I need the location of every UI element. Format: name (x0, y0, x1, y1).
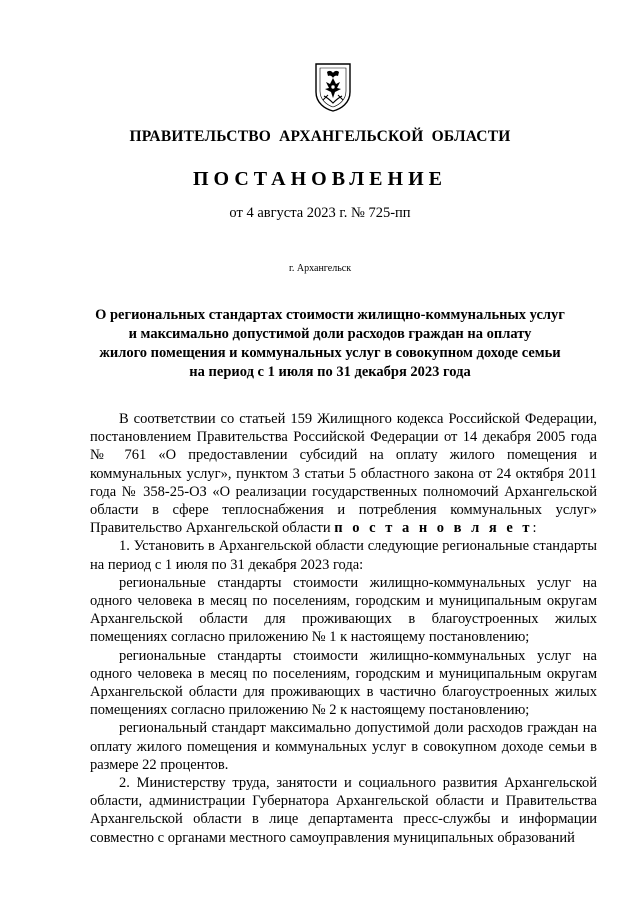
document-date-number: от 4 августа 2023 г. № 725-пп (229, 205, 411, 221)
preamble-paragraph (90, 410, 597, 537)
document-title (80, 306, 580, 382)
government-name: ПРАВИТЕЛЬСТВО АРХАНГЕЛЬСКОЙ ОБЛАСТИ (129, 128, 511, 145)
item-2-paragraph: 2. Министерству труда, занятости и социального развития Архангельской области, администрации Губернатора Архангельской области и Правительства Архангельской области в лице департамента пресс-службы и информации совместно с органами местного самоуправления муниципальных образований (90, 775, 597, 846)
item-1-c-paragraph: региональный стандарт максимально допустимой доли расходов граждан на оплату жилого помещения и коммунальных услуг в совокупном доходе семьи в размере 22 процентов. (90, 720, 597, 773)
decree-colon: : (532, 520, 537, 537)
document-body (90, 410, 597, 847)
decree-word: п о с т а н о в л я е т (334, 520, 533, 537)
preamble-text: В соответствии со статьей 159 Жилищного кодекса Российской Федерации, постановлением Правительства Российской Федерации от 14 декабря 2005 года № 761 «О предоставлении субсидий на оплату жилого помещения и коммунальных услуг», пунктом 3 статьи 5 областного закона от 24 октября 2011 года № 358-25-ОЗ «О реализации государственных полномочий Архангельской области в сфере теплоснабжения и потребления коммунальных услуг» Правительство Архангельской области (90, 411, 597, 537)
city-name: г. Архангельск (288, 263, 352, 274)
item-1-a-paragraph: региональные стандарты стоимости жилищно-коммунальных услуг на одного человека в месяц по поселениям, городским и муниципальным округам Архангельской области для проживающих в благоустроенных жилых помещениях согласно приложению № 1 к настоящему постановлению; (90, 574, 597, 646)
item-1-paragraph: 1. Установить в Архангельской области следующие региональные стандарты на период с 1 июля по 31 декабря 2023 года: (90, 538, 597, 573)
coat-of-arms-icon (314, 62, 352, 112)
item-1-b-paragraph: региональные стандарты стоимости жилищно-коммунальных услуг на одного человека в месяц по поселениям, городским и муниципальным округам Архангельской области для проживающих в частично благоустроенных жилых помещениях согласно приложению № 2 к настоящему постановлению; (90, 647, 597, 719)
document-title-line: и максимально допустимой доли расходов граждан на оплату (128, 326, 532, 342)
document-title-line: жилого помещения и коммунальных услуг в совокупном доходе семьи (99, 345, 561, 361)
document-title-line: О региональных стандартах стоимости жилищно-коммунальных услуг (95, 307, 565, 323)
document-type: ПОСТАНОВЛЕНИЕ (193, 168, 447, 190)
document-title-line: на период с 1 июля по 31 декабря 2023 года (189, 364, 471, 380)
